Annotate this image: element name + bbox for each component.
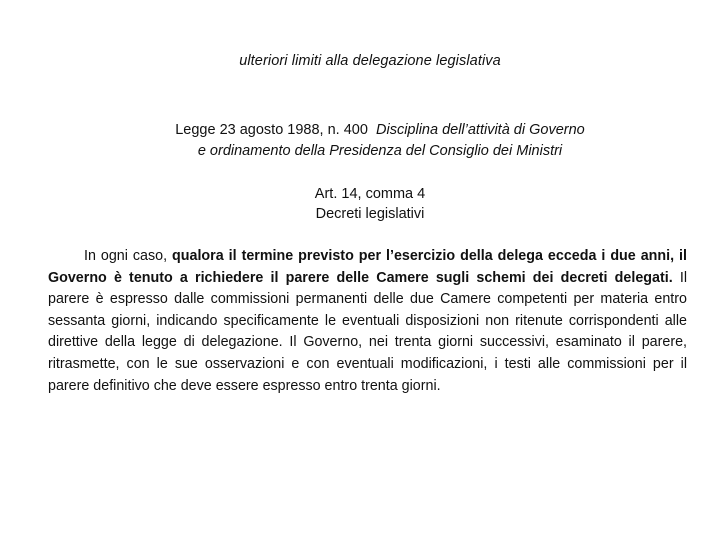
law-reference: Legge 23 agosto 1988, n. 400 bbox=[175, 122, 368, 138]
article-number: Art. 14, comma 4 bbox=[314, 186, 426, 202]
article-heading-block bbox=[0, 184, 720, 224]
law-description-line-2: e ordinamento della Presidenza del Consiglio dei Ministri bbox=[197, 143, 563, 159]
article-heading: Decreti legislativi bbox=[315, 206, 425, 222]
article-body-paragraph bbox=[48, 246, 687, 397]
law-description-line-1: Disciplina dell’attività di Governo bbox=[376, 122, 585, 138]
body-intro: In ogni caso, bbox=[84, 248, 173, 264]
body-rest: Il parere è espresso dalle commissioni permanenti delle due Camere competenti per materia entro sessanta giorni, indicando specificamente le eventuali disposizioni non ritenute corrispondenti alle direttive della legge di delegazione. Il Governo, nei trenta giorni successivi, esaminato il parere, ritrasmette, con le sue osservazioni e con eventuali modificazioni, i testi alle commissioni per il parere definitivo che deve essere espresso entro trenta giorni. bbox=[48, 269, 687, 394]
slide-title: ulteriori limiti alla delegazione legislativa bbox=[239, 53, 501, 69]
body-emphasis: qualora il termine previsto per l’esercizio della delega ecceda i due anni, il Governo è tenuto a richiedere il parere delle Camere sugli schemi dei decreti delegati. bbox=[48, 248, 687, 286]
law-line-1 bbox=[0, 120, 720, 141]
law-citation bbox=[0, 120, 720, 162]
